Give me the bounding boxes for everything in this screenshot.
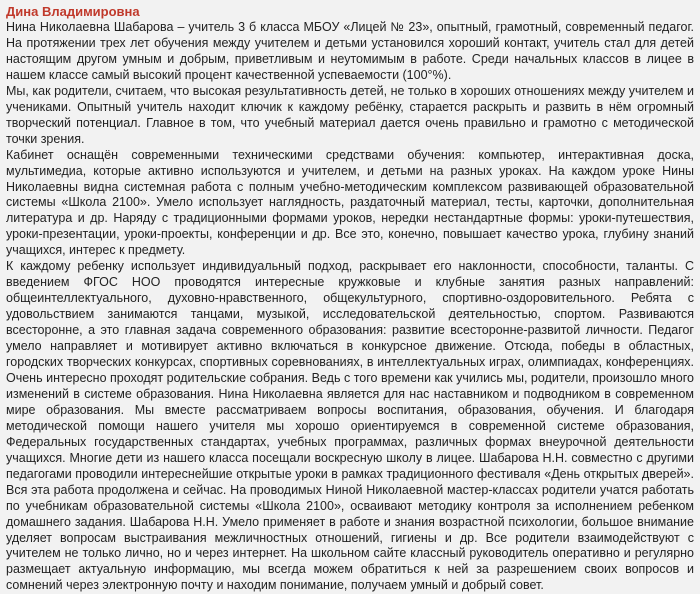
review-paragraph-3: Кабинет оснащён современными техническими средствами обучения: компьютер, интерактивная доска, мультимедиа, которые активно используются и учителем, и детьми на разных уроках. На каждом уроке Нины Николаевны видна системная работа с полным учебно-методическим комплексом развивающей образовательной системы «Школа 2100». Умело использует наглядность, раздаточный материал, тесты, карточки, дополнительная литература и др. Наряду с традиционными формами уроков, нередки нестандартные формы: уроки-путешествия, уроки-презентации, уроки-проекты, конференции и др. Все это, конечно, повышает качество урока, глубину знаний учащихся, интерес к предмету. (6, 147, 694, 258)
review-paragraph-2: Мы, как родители, считаем, что высокая результативность детей, не только в хороших отношениях между учителем и учениками. Опытный учитель находит ключик к каждому ребёнку, старается раскрыть и развить в нём огромный творческий потенциал. Главное в том, что учебный материал дается очень правильно и грамотно с методической точки зрения. (6, 83, 694, 146)
review-paragraph-4: К каждому ребенку использует индивидуальный подход, раскрывает его наклонности, способности, таланты. С введением ФГОС НОО проводятся интересные кружковые и клубные занятия разных направлений: общеинтеллектуального, духовно-нравственного, общекультурного, спортивно-оздоровительного. Ребята с удовольствием занимаются танцами, музыкой, исследовательской деятельностью, спортом. Развиваются всесторонне, а это главная задача современного образования: развитие всесторонне-развитой личности. Педагог умело направляет и мотивирует активно включаться в конкурсное движение. Отсюда, победы в областных, городских творческих конкурсах, спортивных соревнованиях, в интеллектуальных играх, олимпиадах, конференциях. Очень интересно проходят родительские собрания. Ведь с того времени как учились мы, родители, произошло много изменений в системе образования. Нина Николаевна является для нас наставником и подводником в современном мире образования. Мы вместе рассматриваем вопросы воспитания, образования, обучения. И благодаря методической помощи нашего учителя мы хорошо ориентируемся в современной системе образования, Федеральных государственных стандартах, учебных программах, различных формах внеурочной деятельности учащихся. Многие дети из нашего класса посещали воскресную школу в лицее. Шабарова Н.Н. совместно с другими педагогами проводили интереснейшие открытые уроки в рамках традиционного фестиваля «День открытых дверей». Вся эта работа продолжена и сейчас. На проводимых Ниной Николаевной мастер-классах родители учатся работать по учебникам образовательной системы «Школа 2100», осваивают методику контроля за исполнением ребенком домашнего задания. Шабарова Н.Н. Умело применяет в работе и знания возрастной психологии, большое внимание уделяет вопросам выстраивания межличностных отношений, гигиены и др. Все родители взаимодействуют с учителем не только лично, но и через интернет. На школьном сайте классный руководитель оперативно и регулярно размещает актуальную информацию, мы всегда можем обратиться к ней за разрешением своих вопросов и сомнений через электронную почту и находим понимание, получаем умный и добрый совет. (6, 259, 694, 593)
review-author: Дина Владимировна (6, 4, 140, 19)
review-paragraph-1: Нина Николаевна Шабарова – учитель 3 б класса МБОУ «Лицей № 23», опытный, грамотный, современный педагог. На протяжении трех лет обучения между учителем и детьми установился хороший контакт, учитель стал для детей настоящим другом умным и добрым, приветливым и неутомимым в работе. Среди начальных классов в лицее в нашем классе самый высокий процент качественной успеваемости (100°%). (6, 20, 694, 82)
